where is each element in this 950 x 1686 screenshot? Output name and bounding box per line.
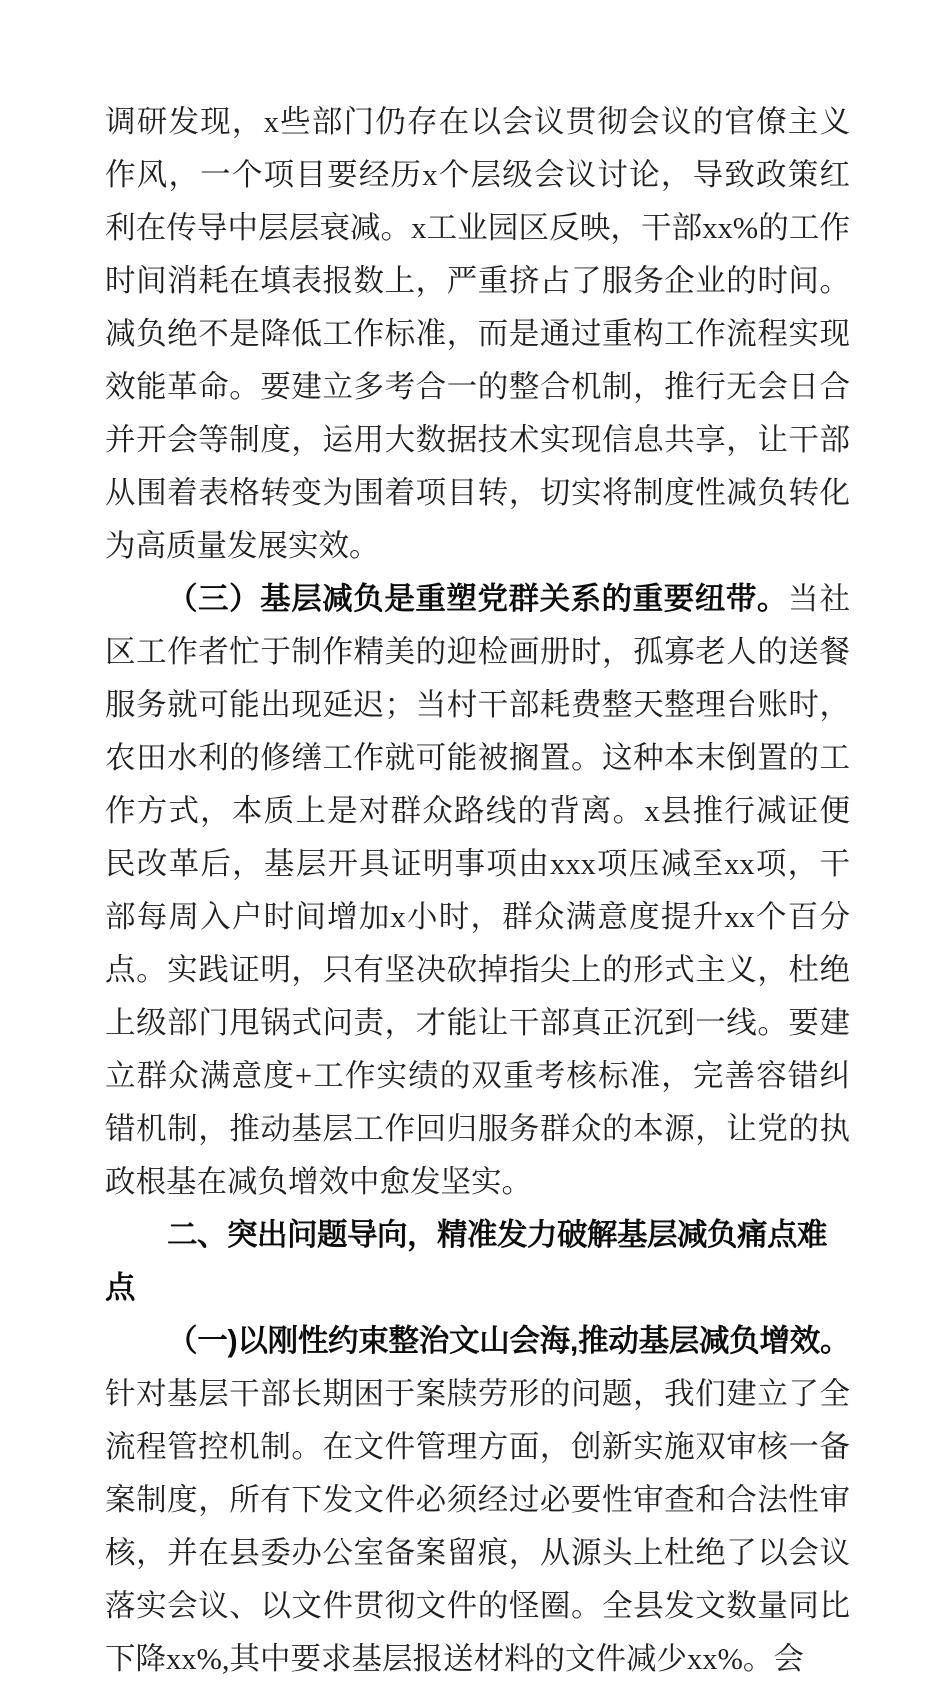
inline-heading-subsection-one: （一)以刚性约束整治文山会海,推动基层减负增效。 [167, 1324, 850, 1358]
paragraph-section-three [105, 573, 850, 1209]
paragraph-continued-official-style: 调研发现，x些部门仍存在以会议贯彻会议的官僚主义作风，一个项目要经历x个层级会议讨论，导致政策红利在传导中层层衰减。x工业园区反映，干部xx%的工作时间消耗在填表报数上，严重挤占了服务企业的时间。减负绝不是降低工作标准，而是通过重构工作流程实现效能革命。要建立多考合一的整合机制，推行无会日合并开会等制度，运用大数据技术实现信息共享，让干部从围着表格转变为围着项目转，切实将制度性减负转化为高质量发展实效。 [105, 105, 850, 563]
section-heading-two: 二、突出问题导向，精准发力破解基层减负痛点难点 [105, 1218, 827, 1305]
document-body [105, 96, 850, 1686]
inline-heading-section-three: （三）基层减负是重塑党群关系的重要纽带。 [167, 582, 788, 616]
paragraph-subsection-one [105, 1315, 850, 1686]
paragraph-subsection-one-text: 针对基层干部长期困于案牍劳形的问题，我们建立了全流程管控机制。在文件管理方面，创新实施双审核一备案制度，所有下发文件必须经过必要性审查和合法性审核，并在县委办公室备案留痕，从源头上杜绝了以会议落实会议、以文件贯彻文件的怪圈。全县发文数量同比下降xx%,其中要求基层报送材料的文件减少xx%。会 [105, 1377, 850, 1676]
paragraph-section-three-text: 当社区工作者忙于制作精美的迎检画册时，孤寡老人的送餐服务就可能出现延迟；当村干部耗费整天整理台账时，农田水利的修缮工作就可能被搁置。这种本末倒置的工作方式，本质上是对群众路线的背离。x县推行减证便民改革后，基层开具证明事项由xxx项压减至xx项，干部每周入户时间增加x小时，群众满意度提升xx个百分点。实践证明，只有坚决砍掉指尖上的形式主义，杜绝上级部门甩锅式问责，才能让干部真正沉到一线。要建立群众满意度+工作实绩的双重考核标准，完善容错纠错机制，推动基层工作回归服务群众的本源，让党的执政根基在减负增效中愈发坚实。 [105, 582, 851, 1199]
